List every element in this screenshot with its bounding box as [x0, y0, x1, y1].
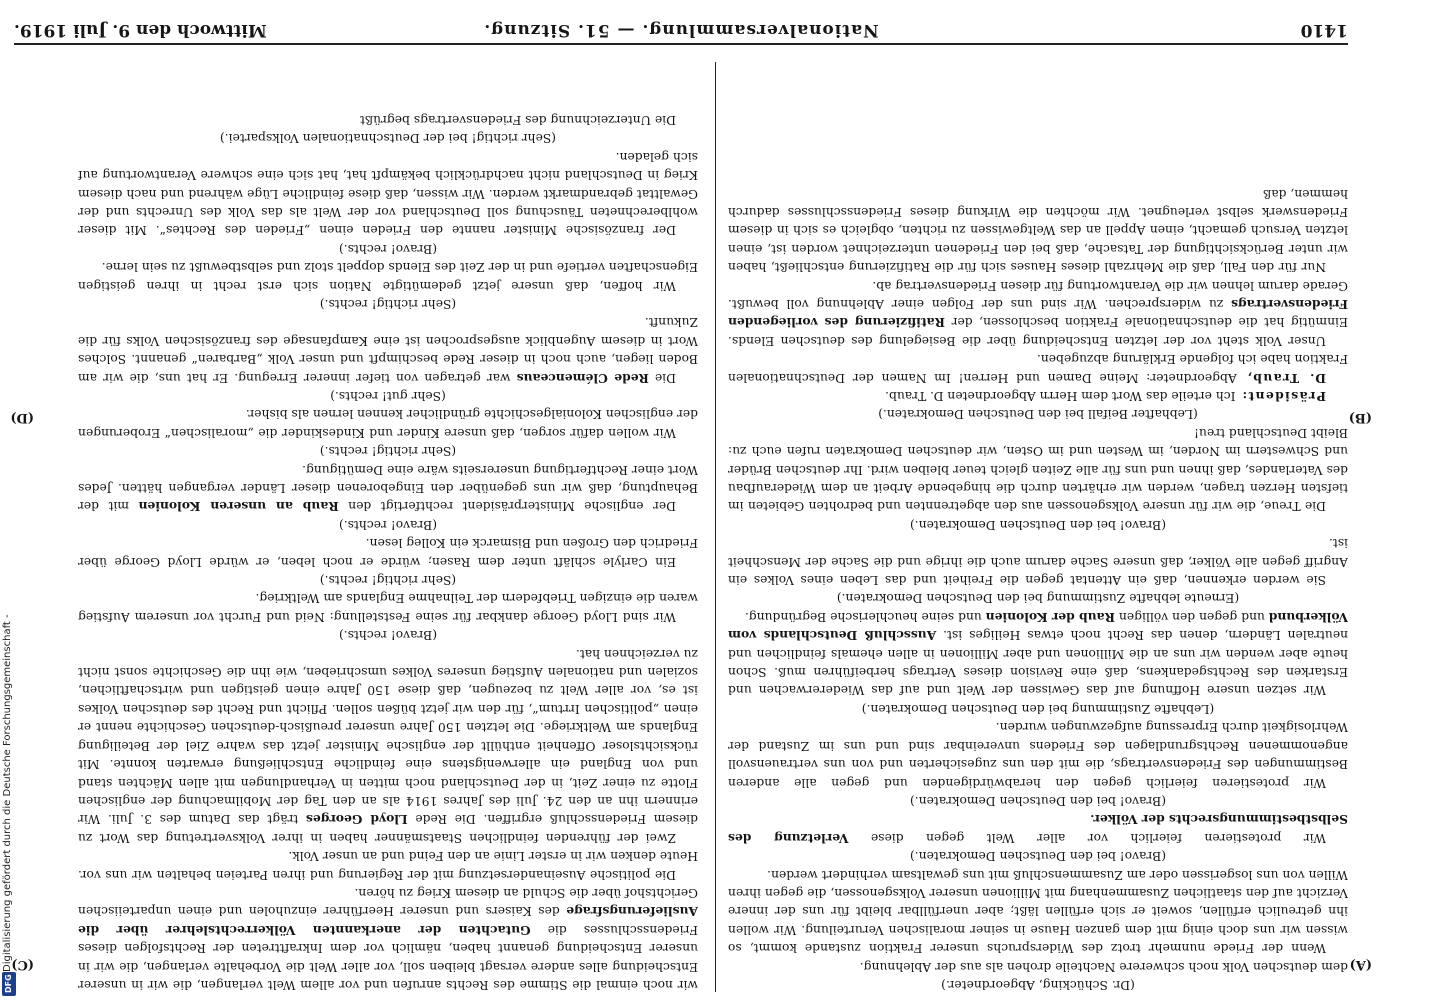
- emphasis: Rede Clémenceaus: [516, 370, 649, 386]
- interjection: (Bravo! rechts.): [338, 517, 438, 532]
- text-run: war getragen von tiefer innerer Erregung. Er hat uns, die wir am Boden liegen, auch noch in dieser Rede beschimpft und unser Volk „Barbaren“ genannt. Solches Wort in diesem Augenblick ausgesprochen ist eine Kampfansage des französischen Volks für die Zukunft.: [78, 315, 698, 385]
- paragraph: Wir wollen dafür sorgen, daß unsere Kinder und Kindeskinder die „moralischen“ Eroberungen der englischen Kolonialgeschichte gründlicher kennen lernen als bisher.: [78, 407, 698, 440]
- paragraph: Wenn der Friede nunmehr trotz des Widerspruchs unserer Fraktion zustande kommt, so wissen wir uns doch einig mit dem ganzen Hause in seiner moralischen Verurteilung. Wir wollen ihn getreulich erfüllen, soweit er sich erfüllen läßt; aber unerfüllbar bleibt für uns der innere Verzicht auf den staatlichen Zusammenhang mit Millionen unserer Volksgenossen, die gegen ihren Willen von uns losgerissen oder am Zusammenschluß mit uns gewaltsam verhindert werden.: [728, 867, 1348, 956]
- text-run: trägt das Datum des 3. Juli. Wir erinnern ihn an den 24. Juli des Jahres 1914 als an den Tag der Mobilmachung der englischen Flotte zu einer Zeit, in der Deutschland noch mitten in Verhandlungen mit allen Mächten stand und von England ein allerwenigstens eine feindliche Entschließung erwarten konnte. Mit rücksichtsloser Offenheit enthüllt der englische Minister jetzt das wahre Ziel der Beteiligung Englands am Weltkriege. Die letzten 150 Jahre unserer preußisch-deutschen Geschichte nennt er einen „politischen Irrtum“, für den wir jetzt büßen sollen. Pflicht und Recht des deutschen Volkes ist es, vor aller Welt zu bezeugen, daß diese 150 Jahre einen geistigen und wirtschaftlichen, sozialen und nationalen Aufstieg unseres Volkes umschrieben, wie ihn die Geschichte sonst nicht zu verzeichnen hat.: [78, 646, 698, 827]
- text-run: des Kaisers und unserer Heerführer einzuholen und einen unparteiischen Gerichtshof über die Schuld an diesem Krieg zu hören.: [78, 885, 698, 919]
- interjection: (Erneute lebhafte Zustimmung bei den Deutschen Demokraten.): [836, 591, 1240, 606]
- text-run: Abgeordneter: Meine Damen und Herren! Im Namen der Deutschnationalen Fraktion habe ich folgende Erklärung abzugeben.: [728, 352, 1348, 385]
- emphasis: Verletzung des Selbstbestimmungsrechts der Völker.: [728, 812, 1348, 846]
- paragraph: Die politische Auseinandersetzung mit der Regierung und ihren Parteien behalten wir uns vor. Heute denken wir in erster Linie an den Feind und an unser Volk.: [78, 849, 698, 882]
- paragraph: Die Unterzeichnung des Friedensvertrags begrüßt: [359, 112, 676, 127]
- digitization-footer: [0, 600, 18, 1000]
- dfg-logo: [2, 972, 16, 996]
- paragraph: Nur für den Fall, daß die Mehrzahl dieses Hauses sich für die Ratifizierung entschließt, haben wir unter Berücksichtigung der Tatsache, daß bei den Friedenen unterzeichnet worden ist, einen letzten Versuch gemacht, einen Appell an das Weltgewissen zu richten, obgleich es sich in diesem Friedenswerk selbst verleugnet. Wir möchten die Wirkung dieses Friedensschlusses dadurch hemmen, daß: [728, 186, 1348, 275]
- text-run: und gegen den völligen: [1115, 609, 1269, 624]
- speaker-note: (Dr. Schücking, Abgeordneter.): [941, 978, 1135, 992]
- paragraph: Ein Carlyle schläft unter dem Rasen; würde er noch leben, er würde Lloyd George über Friedrich den Großen und Bismarck ein Kolleg lesen.: [78, 536, 698, 569]
- paragraph: Wir sind Lloyd George dankbar für seine Feststellung: Neid und Furcht vor unserem Aufstieg waren die einzigen Triebfedern der Teilnahme Englands am Weltkrieg.: [78, 591, 698, 624]
- text-run: Ich erteile das Wort dem Herrn Abgeordneten D. Traub.: [885, 389, 1236, 403]
- paragraph: Der französische Minister nannte den Frieden einen „Frieden des Rechtes“. Mit dieser wohlberechneten Täuschung soll Deutschland vor der Welt als das Volk des Unrechts und der Gewalttat gebrandmarkt werden. Wir wissen, daß diese feindliche Lüge während und nach diesem Krieg in Deutschland nicht nachdrücklich bekämpft hat, hat sich eine schwere Verantwortung auf sich geladen.: [78, 149, 698, 238]
- emphasis: Raub der Kolonien: [985, 609, 1116, 625]
- emphasis: Ratifizierung des vorliegenden Friedensvertrags: [728, 296, 1348, 331]
- interjection: (Sehr gut! rechts.): [330, 389, 446, 403]
- text-run: wir noch einmal die Stimme des Rechts anrufen und vor allem Welt verlangen, die wir in unserer Entscheidung alles andere versagt bleiben soll, vor aller Welt die Vorbehalte verlangen, die wir in unserer Entscheidung genannt haben, nämlich vor dem Inkrafttreten der Rechtsfolgen dieses Friedensschlusses die: [78, 922, 698, 992]
- margin-mark-a: (A): [1349, 957, 1372, 972]
- interjection: (Lebhafte Zustimmung bei den Deutschen Demokraten.): [861, 701, 1215, 716]
- paragraph: [78, 644, 698, 846]
- emphasis: Raub an unseren Kolonien: [138, 499, 339, 515]
- interjection: (Sehr richtig! rechts.): [319, 573, 457, 588]
- paragraph: [728, 607, 1348, 699]
- paragraph: Sie werden erkennen, daß ein Attentat gegen die Freiheit und das Leben eines Volkes ein Angriff gegen alle Völker, daß unsere Sache darum auch die ihrige und die Sache der Menschheit ist.: [728, 536, 1348, 588]
- session-date: Mittwoch den 9. Juli 1919.: [14, 20, 267, 40]
- text-run: Der englische Ministerpräsident rechtfertigt den: [338, 499, 676, 514]
- interjection: (Bravo! rechts.): [338, 628, 438, 643]
- paragraph: [728, 350, 1348, 387]
- interjection: (Bravo! bei den Deutschen Demokraten.): [909, 517, 1167, 532]
- emphasis: Gutachten der anerkannten Völkerrechtslehrer über die Auslieferungsfrage: [78, 904, 698, 938]
- footer-credit: Digitalisierung gefördert durch die Deutsche Forschungsgemeinschaft -: [2, 614, 13, 972]
- interjection: (Sehr richtig! rechts.): [319, 444, 457, 459]
- page-header: [14, 6, 1348, 40]
- emphasis: Ausschluß Deutschlands vom Völkerbund: [728, 609, 1348, 644]
- paragraph: [78, 313, 698, 387]
- text-run: Die: [648, 370, 676, 385]
- paragraph: Die Treue, die wir für unsere Volksgenossen aus den abgetrennten und bedrohten Gebieten im tiefsten Herzen tragen, werden wir erhärten durch die hingebende Arbeit an dem Wiederaufbau des Vaterlandes, daß ihnen und uns für alle Zeiten gleich teuer bleiben wird. Ihr deutschen Brüder und Schwestern im Norden, im Westen und im Osten, wir deutschen Demokraten rufen euch zu: Bleibt Deutschland treu!: [728, 425, 1348, 514]
- right-column: [78, 54, 698, 994]
- interjection: (Sehr richtig! rechts.): [319, 296, 457, 311]
- column-divider: [715, 62, 716, 992]
- margin-mark-b: (B): [1348, 410, 1372, 425]
- margin-mark-c: (C): [11, 957, 34, 972]
- emphasis: Lloyd Georges: [305, 812, 408, 828]
- speaker-name: Präsident:: [1235, 389, 1326, 404]
- interjection: (Sehr richtig! bei der Deutschnationalen Volkspartei.): [219, 131, 557, 146]
- paragraph: [728, 276, 1348, 350]
- paragraph: [78, 884, 698, 994]
- text-run: Zwei der führenden feindlichen Staatsmänner haben in ihrer Volksvertretung das Wort zu diesem Friedensschluß ergriffen. Die Rede: [78, 812, 698, 845]
- page-number: 1410: [1300, 20, 1348, 40]
- text-run: zu widersprechen. Wir sind uns der Folgen einer Ablehnung voll bewußt. Gerade darum lehnen wir die Verantwortung für diesen Friedensvertrag ab.: [728, 278, 1348, 311]
- interjection: (Bravo! rechts.): [338, 241, 438, 256]
- paragraph: Wir hoffen, daß unsere jetzt gedemütigte Nation sich erst recht in ihren geistigen Eigenschaften vertiefe und in der Zeit des Elends doppelt stolz und selbstbewußt zu sein lerne.: [78, 260, 698, 293]
- paragraph: [78, 460, 698, 515]
- paragraph: dem deutschen Volk noch schwerere Nachteile drohen als aus der Ablehnung.: [859, 959, 1348, 974]
- speaker-name: D. Traub,: [1236, 370, 1326, 386]
- interjection: (Bravo! bei den Deutschen Demokraten.): [909, 793, 1167, 808]
- paragraph: [728, 387, 1348, 405]
- text-run: Wir protestieren feierlich vor aller Welt gegen diese: [848, 830, 1326, 845]
- header-rule: [14, 43, 1348, 45]
- session-title: Nationalversammlung. — 51. Sitzung.: [483, 20, 879, 40]
- dfg-logo-text: DFG: [4, 974, 13, 994]
- left-column: [728, 54, 1348, 994]
- text-run: mit der Behauptung, daß wir uns gegenüber den Eingeborenen dieser Länder vergangen hätten. Jedes Wort einer Rechtfertigung unsererseits wäre eine Demütigung.: [78, 462, 698, 514]
- text-run: und seine heuchlerische Begründung.: [744, 609, 986, 624]
- interjection: (Lebhafter Beifall bei den Deutschen Demokraten.): [878, 407, 1198, 422]
- text-run: Unser Volk steht vor der letzten Entscheidung über die Besiegelung des deutschen Elends. Einmütig hat die deutschnationale Fraktion beschlossen, der: [728, 315, 1348, 348]
- text-run: Wir setzen unsere Hoffnung auf das Gewissen der Welt und auf das Wiedererwachen und Erstarken des Rechtsgedankens, daß eine Revision dieses Vertrags herbeiführen muß. Schon heute aber wenden wir uns an die Millionen und aber Millionen in allen ehemals feindlichen und neutralen Ländern, denen das Recht noch etwas Heiliges ist.: [728, 628, 1348, 698]
- paragraph: [728, 810, 1348, 847]
- interjection: (Bravo! bei den Deutschen Demokraten.): [909, 849, 1167, 864]
- margin-mark-d: (D): [10, 410, 34, 425]
- paragraph: Wir protestieren feierlich gegen den herabwürdigenden und gegen alle anderen Bestimmungen des Friedensvertrags, die mit den uns zugesicherten und von uns vertrauensvoll angenommenen Rechtsgrundlagen des Friedens unvereinbar sind und uns im Zustand der Wehrlosigkeit durch Erpressung aufgezwungen wurden.: [728, 720, 1348, 790]
